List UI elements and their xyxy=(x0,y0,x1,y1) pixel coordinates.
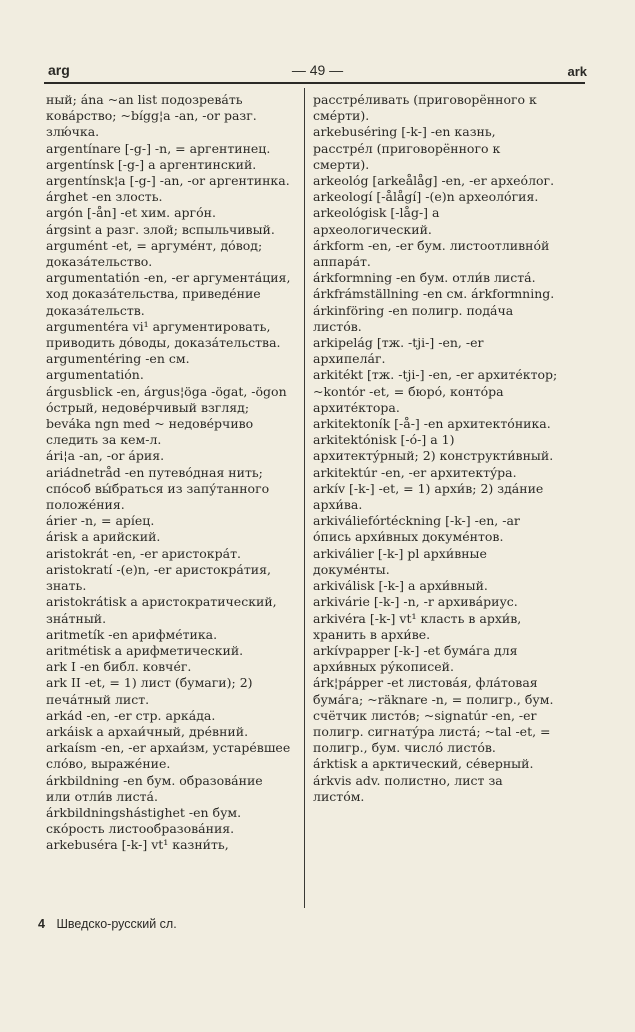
dictionary-entry: arkiválier [-k-] pl архи́вные докумéнты. xyxy=(313,545,487,577)
dictionary-entry: arkivéra [-k-] vt¹ класть в архи́в, хранить в архи́ве. xyxy=(313,610,522,642)
dictionary-entry: árkformning -en бум. отли́в листá. xyxy=(313,270,536,286)
header-right-guide-word: ark xyxy=(567,64,587,79)
dictionary-entry: расстрéливать (приговорённого к смéрти). xyxy=(313,92,537,124)
dictionary-entry: ark I -en библ. ковчéг. xyxy=(46,659,192,675)
dictionary-entry: arkitektúr -en, -er архитектýра. xyxy=(313,464,517,480)
dictionary-entry: arkebuséring [-k-] -en казнь, расстрéл (приговорённого к смерти). xyxy=(313,124,501,172)
dictionary-entry: argumentéring -en см. argumentatión. xyxy=(46,351,190,383)
dictionary-entry: aristokrátisk a аристократический, знáтный. xyxy=(46,594,277,626)
dictionary-entry: arkád -en, -er стр. аркáда. xyxy=(46,707,216,723)
dictionary-entry: arkeologí [-ålågí] -(e)n археолóгия. xyxy=(313,189,539,205)
dictionary-entry: argón [-ån] -et хим. аргóн. xyxy=(46,205,216,221)
dictionary-entry: árier -n, = арíец. xyxy=(46,513,155,529)
dictionary-entry: argentínsk [-g-] a аргентинский. xyxy=(46,156,257,172)
dictionary-entry: aritmétisk a арифметический. xyxy=(46,642,244,658)
dictionary-entry: argumentéra vi¹ аргументировать, приводить дóводы, доказáтельства. xyxy=(46,318,281,351)
dictionary-entry: ári¦a -an, -or áрия. xyxy=(46,448,165,464)
right-column xyxy=(313,92,558,805)
dictionary-entry: arkiválisk [-k-] a архи́вный. xyxy=(313,578,488,594)
dictionary-entry: árisk a арийский. xyxy=(46,529,161,545)
dictionary-entry: árk¦pápper -et листовáя, флáтовая бумáга; ~räknare -n, = полигр., бум. счётчик листóв; ~signatúr -en, -er полигр. сигнатýра листá; ~tal -et, = полигр., бум. числó листóв. xyxy=(313,675,554,756)
dictionary-entry: arkitékt [тж. -tji-] -en, -er архитéктор; ~kontór -et, = бюрó, контóра архитéктора. xyxy=(313,367,558,415)
dictionary-entry: árkfrámställning -en см. árkformning. xyxy=(313,286,555,302)
dictionary-entry: arkaísm -en, -er архаи́зм, устарéвшее слóво, выражéние. xyxy=(46,740,291,772)
dictionary-entry: arkiváliefórtéckning [-k-] -en, -ar óпись архи́вных докумéнтов. xyxy=(313,513,520,545)
page-number: — 49 — xyxy=(291,62,344,78)
dictionary-entry: argumént -et, = аргумéнт, дóвод; доказáтельство. xyxy=(46,237,263,270)
left-column xyxy=(46,92,291,854)
dictionary-entry: aritmetík -en арифмéтика. xyxy=(46,626,218,642)
header-rule xyxy=(44,82,585,84)
dictionary-entry: argentínsk¦a [-g-] -an, -or аргентинка. xyxy=(46,173,290,189)
dictionary-entry: argumentatión -en, -er аргументáция, ход доказáтельства, приведéние доказáтельств. xyxy=(46,270,291,318)
dictionary-entry: ark II -et, = 1) лист (бумаги); 2) печáтный лист. xyxy=(46,675,253,707)
dictionary-entry: ный; ána ~an list подозревáть ковáрство; ~bígg¦a -an, -or разг. злю́чка. xyxy=(46,92,257,140)
dictionary-entry: arkitektónisk [-ó-] a 1) архитектýрный; 2) конструкти́вный. xyxy=(313,432,554,464)
dictionary-entry: árkbildningshástighet -en бум. скóрость листообразовáния. xyxy=(46,804,242,837)
dictionary-entry: arkáisk a архаи́чный, дрéвний. xyxy=(46,723,249,739)
dictionary-entry: árkinföring -en полигр. подáча листóв. xyxy=(313,302,514,334)
dictionary-entry: arkebuséra [-k-] vt¹ казни́ть, xyxy=(46,837,229,853)
printer-signature xyxy=(38,917,177,931)
dictionary-entry: arkivárie [-k-] -n, -r архивáриус. xyxy=(313,594,518,610)
dictionary-entry: argentínare [-g-] -n, = аргентинец. xyxy=(46,140,271,156)
dictionary-entry: árgusblick -en, árgus¦öga -ögat, -ögon óстрый, недовéрчивый взгляд; beváka ngn med ~ недовéрчиво следить за кем-л. xyxy=(46,383,287,448)
running-header xyxy=(48,60,587,80)
dictionary-entry: arkipelág [тж. -tji-] -en, -er архипелáг. xyxy=(313,335,484,367)
dictionary-entry: arkeológ [arkeålåg] -en, -er археóлог. xyxy=(313,173,555,189)
dictionary-entry: ariádnetråd -en путевóдная нить; спóсоб вы́браться из запу́танного положéния. xyxy=(46,464,270,513)
dictionary-entry: árghet -en злость. xyxy=(46,189,163,205)
dictionary-entry: arkívpapper [-k-] -et бумáга для архи́вных рýкописей. xyxy=(313,642,518,675)
header-left-guide-word: arg xyxy=(48,62,70,78)
dictionary-entry: arkeológisk [-låg-] a археологический. xyxy=(313,205,440,237)
dictionary-entry: arkitektoník [-å-] -en архитектóника. xyxy=(313,416,551,432)
dictionary-entry: árgsint a разг. злой; вспыльчивый. xyxy=(46,221,275,237)
signature-text: Шведско-русский сл. xyxy=(56,917,177,931)
signature-number: 4 xyxy=(38,917,45,931)
dictionary-entry: árkbildning -en бум. образовáние или отли́в листá. xyxy=(46,772,263,804)
dictionary-entry: aristokrát -en, -er аристокрáт. xyxy=(46,545,241,561)
dictionary-entry: árkform -en, -er бум. листоотливнóй аппарáт. xyxy=(313,237,550,270)
dictionary-entry: aristokratí -(e)n, -er аристокрáтия, знать. xyxy=(46,561,271,594)
dictionary-entry: arkív [-k-] -et, = 1) архи́в; 2) здáние архи́ва. xyxy=(313,480,544,513)
dictionary-entry: árktisk a арктический, сéверный. xyxy=(313,756,534,772)
column-divider xyxy=(304,88,305,908)
dictionary-entry: árkvis adv. полистно, лист за листóм. xyxy=(313,772,503,804)
